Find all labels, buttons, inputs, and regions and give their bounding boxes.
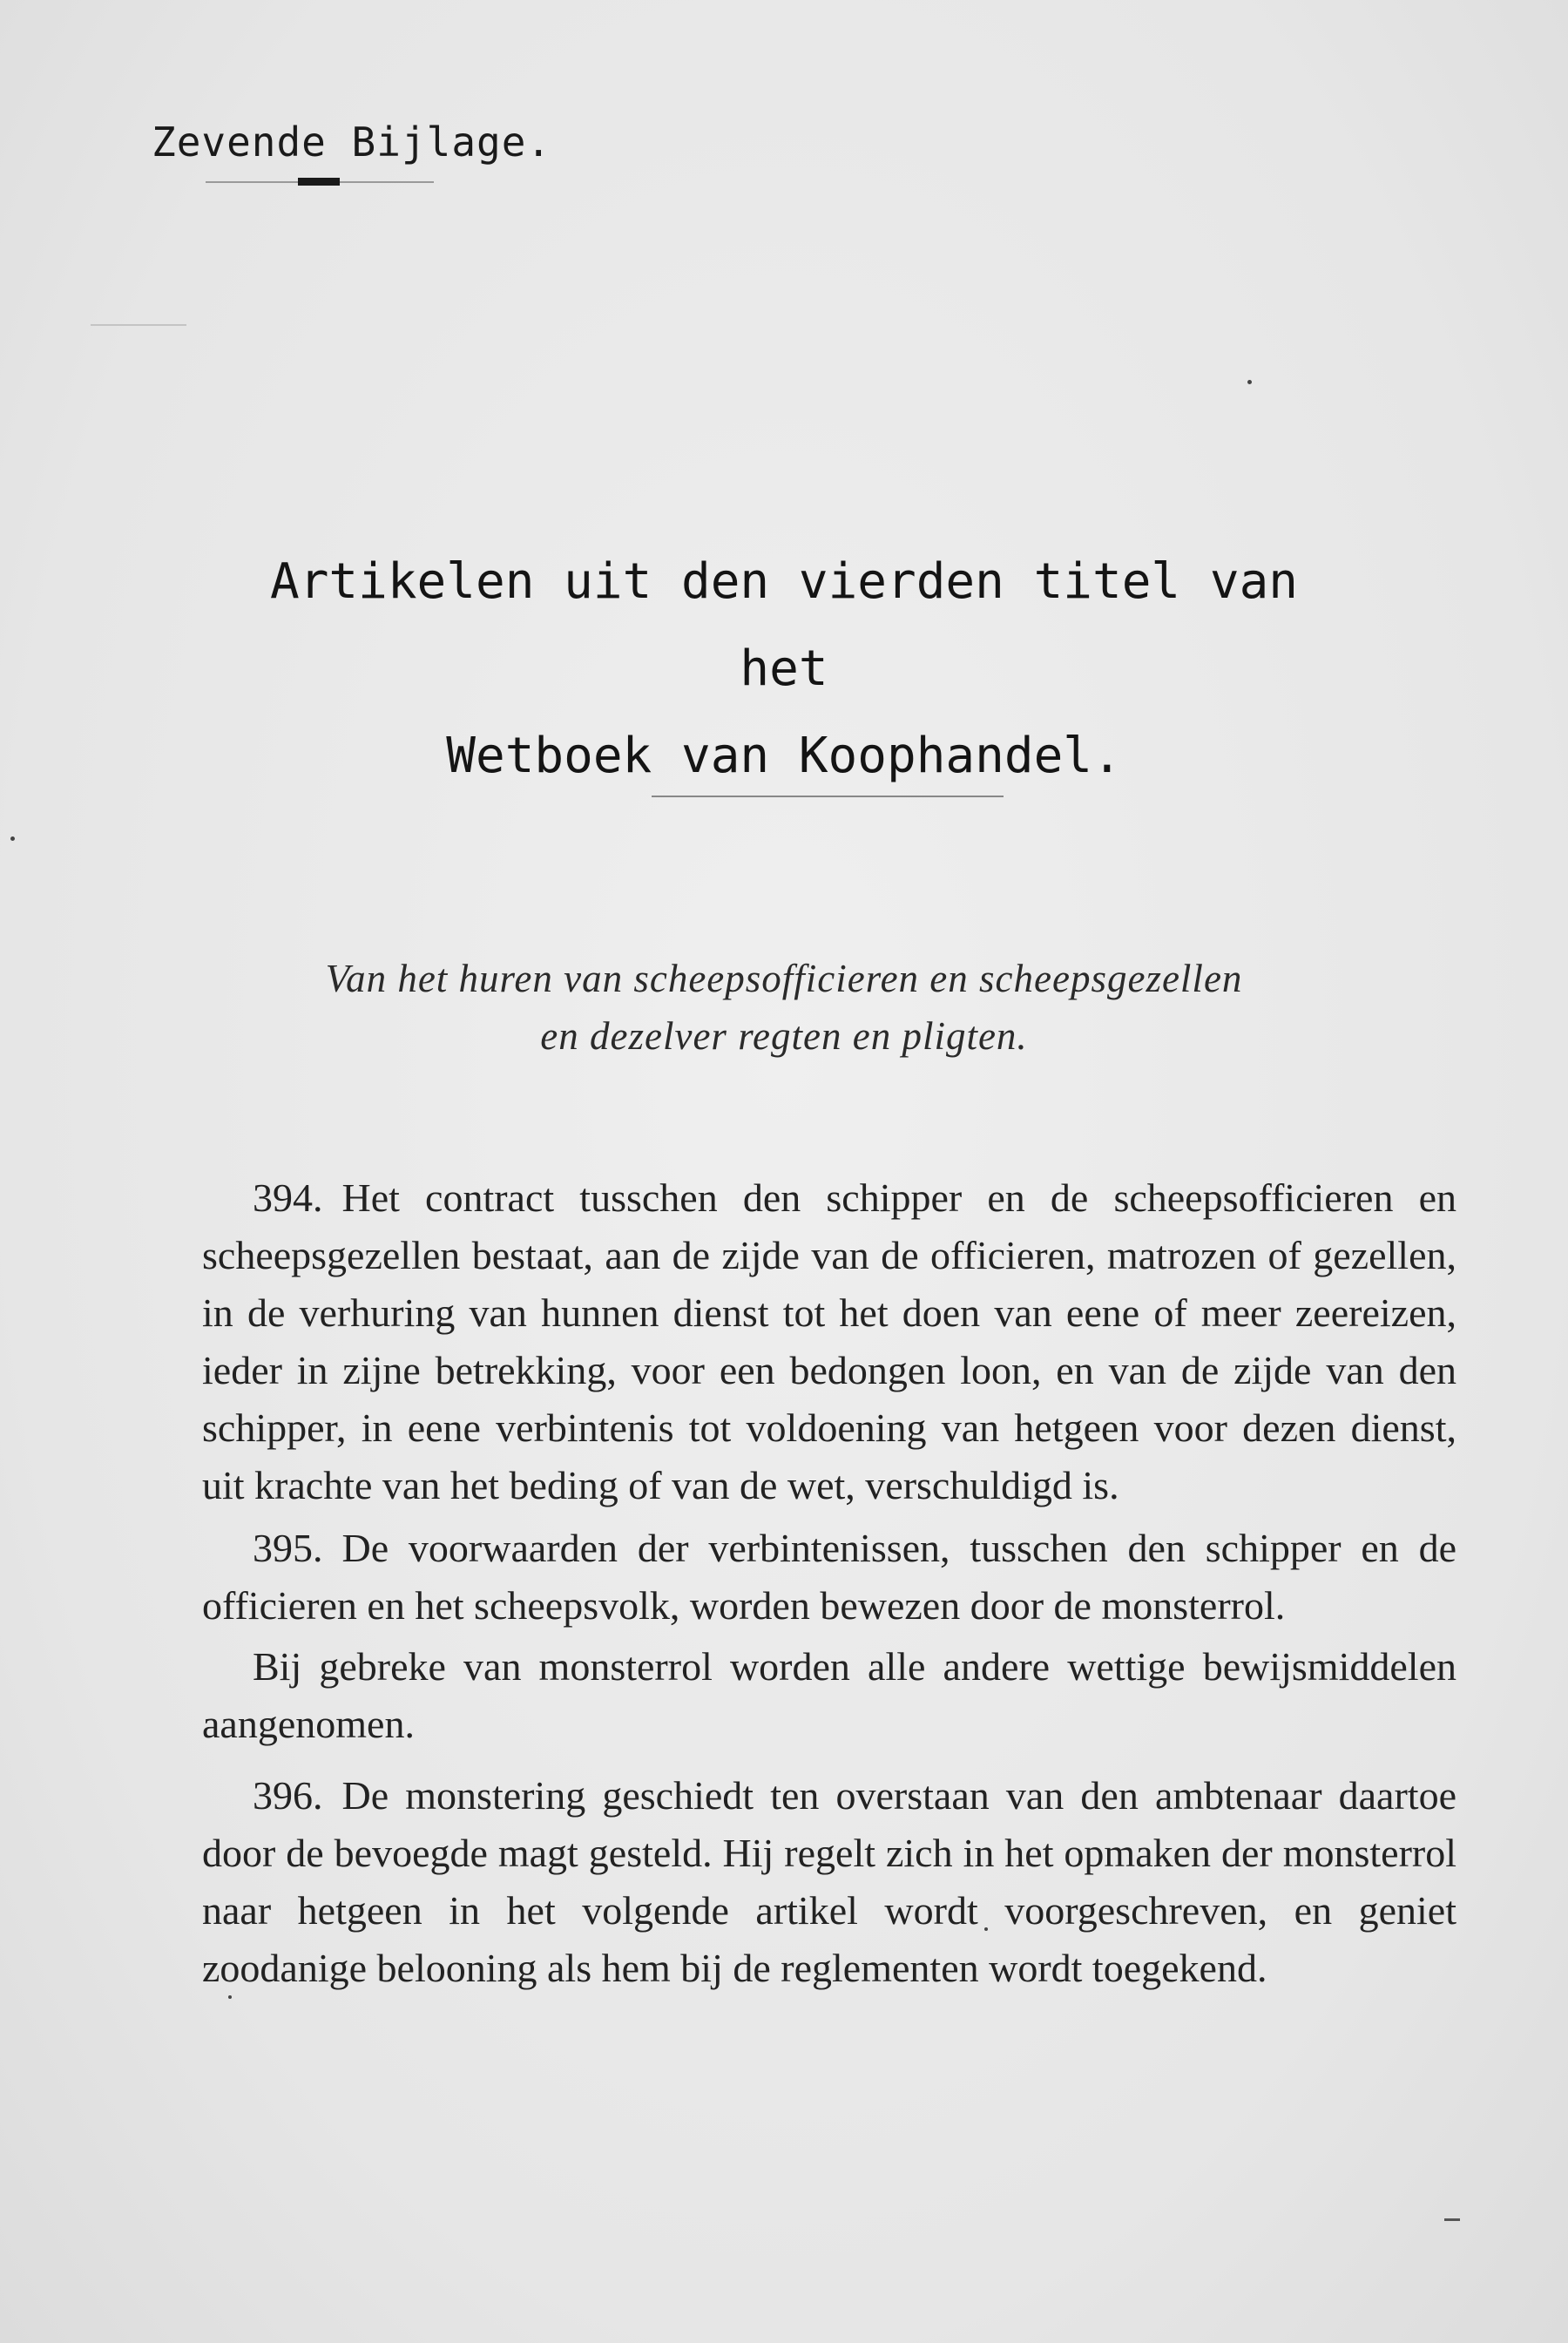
- article-text: De voorwaarden der verbintenissen, tusschen den schipper en de officieren en het scheepsvolk, worden bewezen door de monsterrol.: [202, 1526, 1456, 1628]
- article-number: 396.: [253, 1773, 323, 1818]
- article-text: De monstering geschiedt ten overstaan van den ambtenaar daartoe door de bevoegde magt gesteld. Hij regelt zich in het opmaken der monsterrol naar hetgeen in het volgende artikel wordt voorgeschreven, en geniet zoodanige belooning als hem bij de reglementen wordt toegekend.: [202, 1773, 1456, 1990]
- article-number: 394.: [253, 1175, 323, 1220]
- running-head-rule-mark: [298, 178, 340, 186]
- article-number: 395.: [253, 1526, 323, 1570]
- page-title: [235, 538, 1333, 800]
- section-subtitle: [235, 950, 1333, 1065]
- subtitle-line-2: en dezelver regten en pligten.: [540, 1014, 1028, 1058]
- running-head: Zevende Bijlage.: [152, 119, 552, 166]
- title-rule: [652, 796, 1004, 797]
- article-text: Het contract tusschen den schipper en de scheepsofficieren en scheepsgezellen bestaat, aan de zijde van de officieren, matrozen of gezellen, in de verhuring van hunnen dienst tot het doen van eene of meer zeereizen, ieder in zijne betrekking, voor een bedongen loon, en van de zijde van den schipper, in eene verbintenis tot voldoening van hetgeen voor dezen dienst, uit krachte van het beding of van de wet, verschuldigd is.: [202, 1175, 1456, 1507]
- stray-ink-dot: [1247, 380, 1252, 384]
- article-394: [202, 1169, 1456, 1514]
- stray-ink-dot: [10, 836, 15, 841]
- margin-dash: [1444, 2218, 1460, 2221]
- margin-rule: [91, 324, 186, 326]
- article-395: [202, 1520, 1456, 1635]
- subtitle-line-1: Van het huren van scheepsofficieren en scheepsgezellen: [325, 957, 1243, 1000]
- article-396: [202, 1767, 1456, 1997]
- article-395-continuation: Bij gebreke van monsterrol worden alle andere wettige bewijsmiddelen aangenomen.: [202, 1644, 1456, 1746]
- title-line-1: Artikelen uit den vierden titel van het: [269, 553, 1299, 697]
- article-body: [202, 1169, 1456, 1997]
- title-line-2: Wetboek van Koophandel.: [446, 728, 1122, 784]
